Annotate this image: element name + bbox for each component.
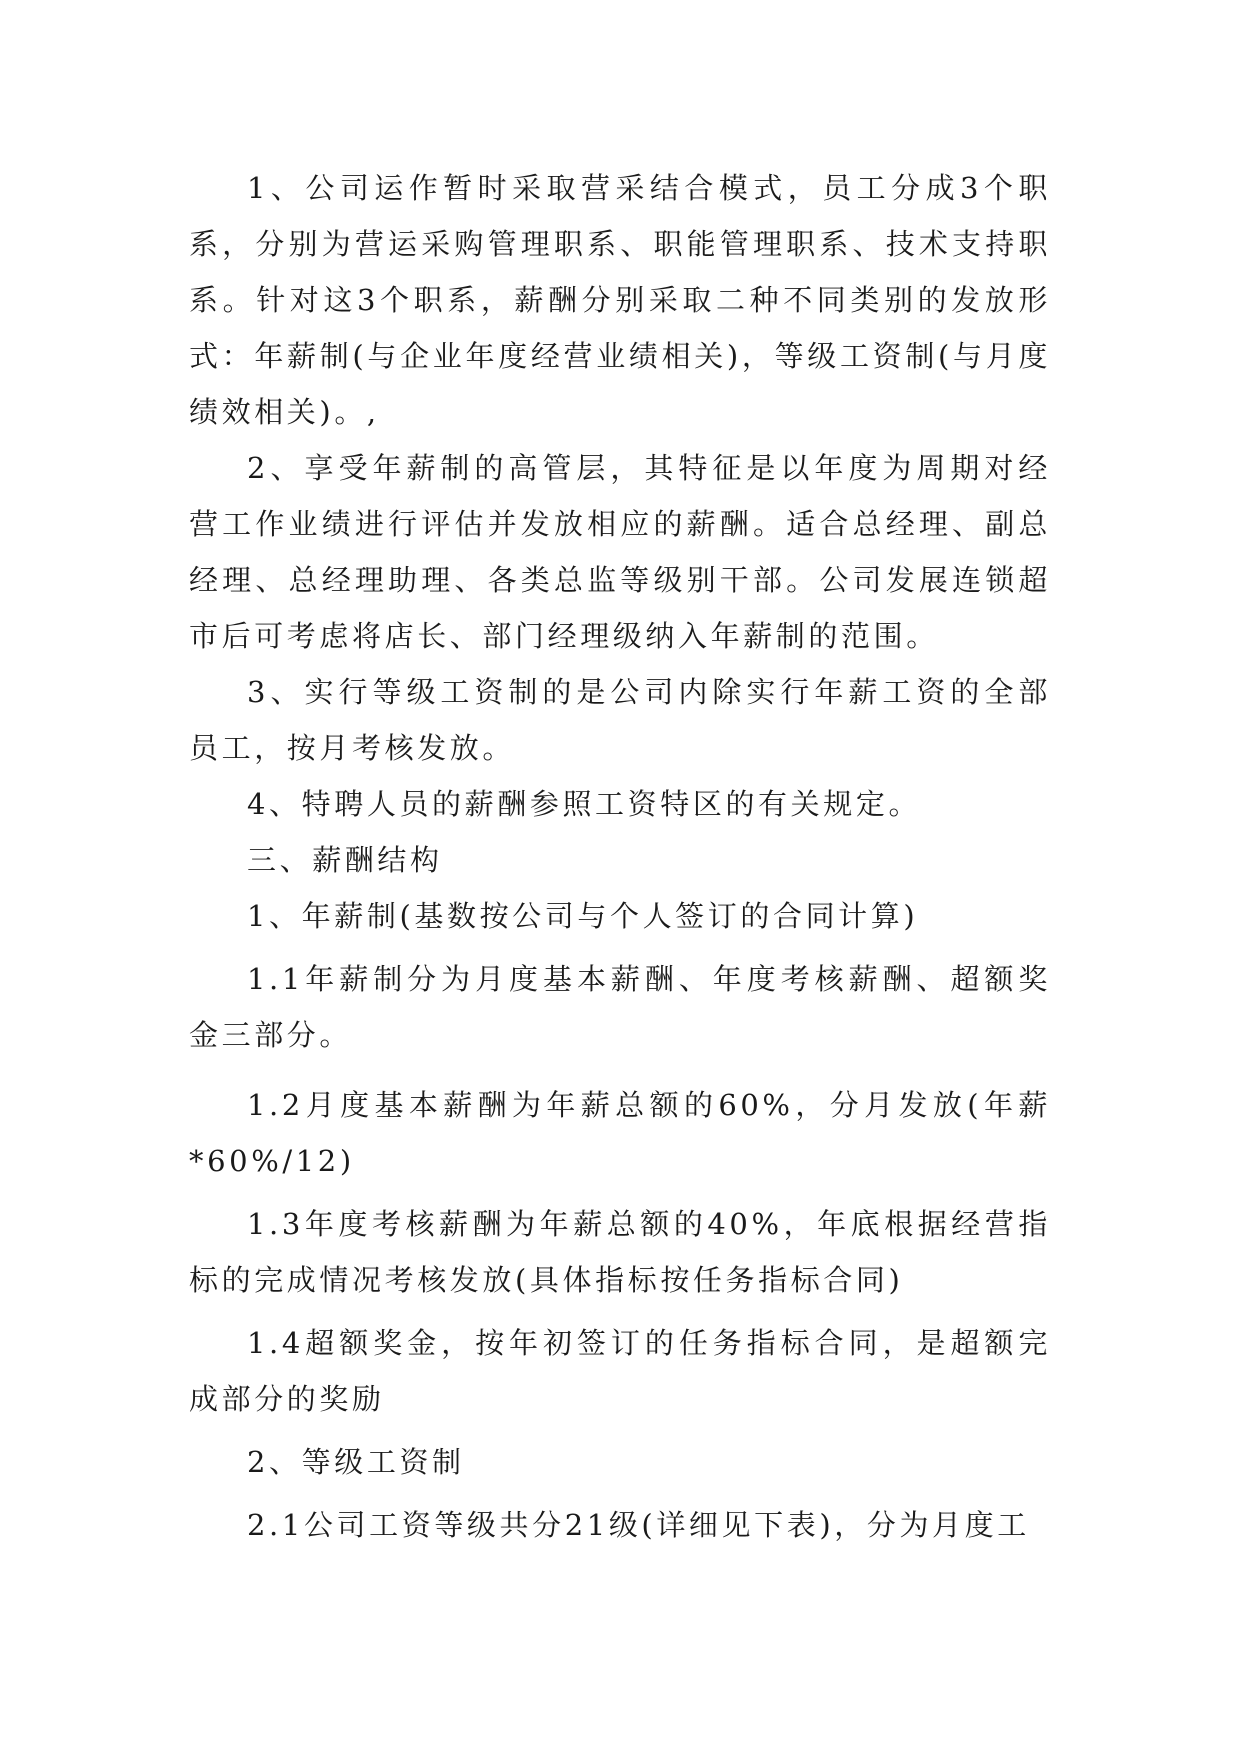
paragraph-1-3: 1.3年度考核薪酬为年薪总额的40%，年底根据经营指标的完成情况考核发放(具体指标按任务指标合同) (189, 1207, 1051, 1297)
paragraph-1: 1、公司运作暂时采取营采结合模式，员工分成3个职系，分别为营运采购管理职系、职能管理职系、技术支持职系。针对这3个职系，薪酬分别采取二种不同类别的发放形式：年薪制(与企业年度经营业绩相关)，等级工资制(与月度绩效相关)。, (189, 171, 1051, 429)
paragraph-1-2: 1.2月度基本薪酬为年薪总额的60%，分月发放(年薪*60%/12) (189, 1088, 1051, 1178)
paragraph-2: 2、享受年薪制的高管层，其特征是以年度为周期对经营工作业绩进行评估并发放相应的薪酬。适合总经理、副总经理、总经理助理、各类总监等级别干部。公司发展连锁超市后可考虑将店长、部门经理级纳入年薪制的范围。 (189, 451, 1051, 653)
section-heading-salary-structure: 三、薪酬结构 (247, 843, 443, 877)
paragraph-3: 3、实行等级工资制的是公司内除实行年薪工资的全部员工，按月考核发放。 (189, 675, 1051, 765)
paragraph-1-4: 1.4超额奖金，按年初签订的任务指标合同，是超额完成部分的奖励 (189, 1326, 1051, 1416)
paragraph-1-1: 1.1年薪制分为月度基本薪酬、年度考核薪酬、超额奖金三部分。 (189, 962, 1051, 1052)
subheading-grade-salary: 2、等级工资制 (247, 1445, 465, 1479)
paragraph-2-1: 2.1公司工资等级共分21级(详细见下表)，分为月度工 (247, 1508, 1030, 1542)
subheading-annual-salary: 1、年薪制(基数按公司与个人签订的合同计算) (247, 899, 919, 933)
document-body (189, 160, 1051, 1553)
paragraph-4: 4、特聘人员的薪酬参照工资特区的有关规定。 (247, 787, 922, 821)
